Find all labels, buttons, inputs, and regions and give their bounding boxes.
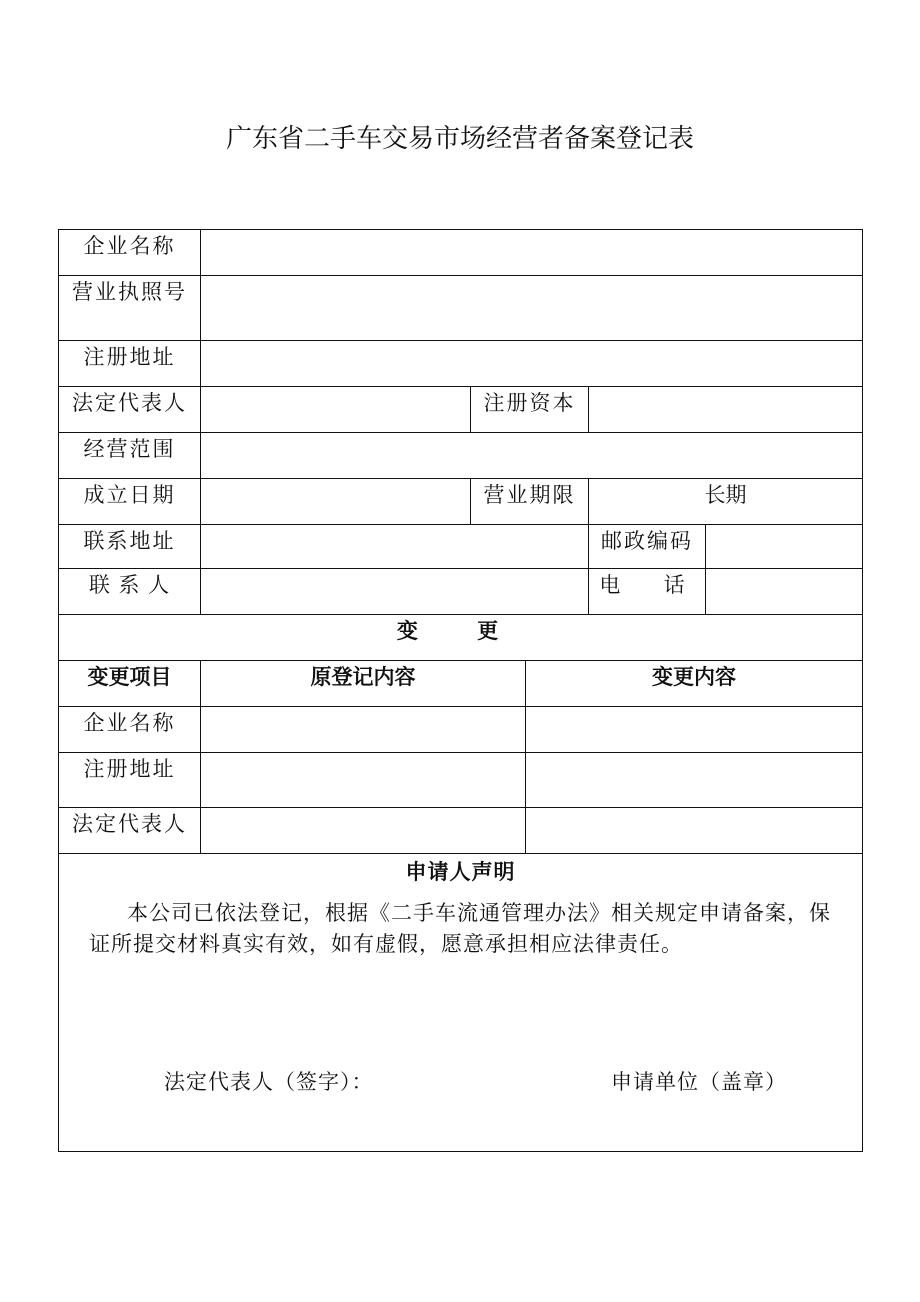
postcode-field[interactable] bbox=[706, 525, 863, 569]
contact-address-label: 联系地址 bbox=[59, 525, 201, 569]
business-term-value: 长期 bbox=[589, 479, 863, 525]
change-item-header: 变更项目 bbox=[59, 661, 201, 707]
row-change-header bbox=[59, 661, 863, 707]
row-company-name bbox=[59, 230, 863, 276]
change-row bbox=[59, 808, 863, 854]
change-row-original-field[interactable] bbox=[201, 707, 526, 753]
change-row bbox=[59, 707, 863, 753]
row-declaration bbox=[59, 854, 863, 1152]
registration-form-table bbox=[58, 229, 863, 1152]
company-name-field[interactable] bbox=[201, 230, 863, 276]
phone-field[interactable] bbox=[706, 569, 863, 615]
contact-person-field[interactable] bbox=[201, 569, 589, 615]
phone-label: 电 话 bbox=[589, 569, 706, 615]
change-row-new-field[interactable] bbox=[526, 808, 863, 854]
row-business-scope bbox=[59, 433, 863, 479]
legal-rep-signature-label: 法定代表人（签字）： bbox=[164, 1070, 374, 1094]
business-term-label: 营业期限 bbox=[471, 479, 589, 525]
legal-rep-field[interactable] bbox=[201, 387, 471, 433]
change-section-title: 变 更 bbox=[59, 615, 863, 661]
license-no-field[interactable] bbox=[201, 276, 863, 341]
page-title: 广东省二手车交易市场经营者备案登记表 bbox=[225, 124, 694, 154]
reg-address-label: 注册地址 bbox=[59, 341, 201, 387]
row-established bbox=[59, 479, 863, 525]
declaration-cell bbox=[59, 854, 863, 1152]
row-reg-address bbox=[59, 341, 863, 387]
change-row-original-field[interactable] bbox=[201, 808, 526, 854]
row-legal-rep bbox=[59, 387, 863, 433]
reg-capital-label: 注册资本 bbox=[471, 387, 589, 433]
established-field[interactable] bbox=[201, 479, 471, 525]
change-row-new-field[interactable] bbox=[526, 707, 863, 753]
company-name-label: 企业名称 bbox=[59, 230, 201, 276]
row-contact-address bbox=[59, 525, 863, 569]
change-row-new-field[interactable] bbox=[526, 753, 863, 808]
row-license-no bbox=[59, 276, 863, 341]
change-row-original-field[interactable] bbox=[201, 753, 526, 808]
license-no-label: 营业执照号 bbox=[59, 276, 201, 341]
contact-person-label: 联 系 人 bbox=[59, 569, 201, 615]
row-change-section bbox=[59, 615, 863, 661]
declaration-title: 申请人声明 bbox=[405, 859, 516, 884]
original-content-header: 原登记内容 bbox=[201, 661, 526, 707]
reg-capital-field[interactable] bbox=[589, 387, 863, 433]
applicant-seal-label: 申请单位（盖章） bbox=[611, 1070, 787, 1094]
change-row-label: 法定代表人 bbox=[59, 808, 201, 854]
new-content-header: 变更内容 bbox=[526, 661, 863, 707]
contact-address-field[interactable] bbox=[201, 525, 589, 569]
business-scope-field[interactable] bbox=[201, 433, 863, 479]
postcode-label: 邮政编码 bbox=[589, 525, 706, 569]
legal-rep-label: 法定代表人 bbox=[59, 387, 201, 433]
business-scope-label: 经营范围 bbox=[59, 433, 201, 479]
change-row-label: 企业名称 bbox=[59, 707, 201, 753]
established-label: 成立日期 bbox=[59, 479, 201, 525]
reg-address-field[interactable] bbox=[201, 341, 863, 387]
change-row bbox=[59, 753, 863, 808]
declaration-text: 本公司已依法登记，根据《二手车流通管理办法》相关规定申请备案，保证所提交材料真实有效，如有虚假，愿意承担相应法律责任。 bbox=[89, 901, 831, 956]
row-contact-person bbox=[59, 569, 863, 615]
change-row-label: 注册地址 bbox=[59, 753, 201, 808]
